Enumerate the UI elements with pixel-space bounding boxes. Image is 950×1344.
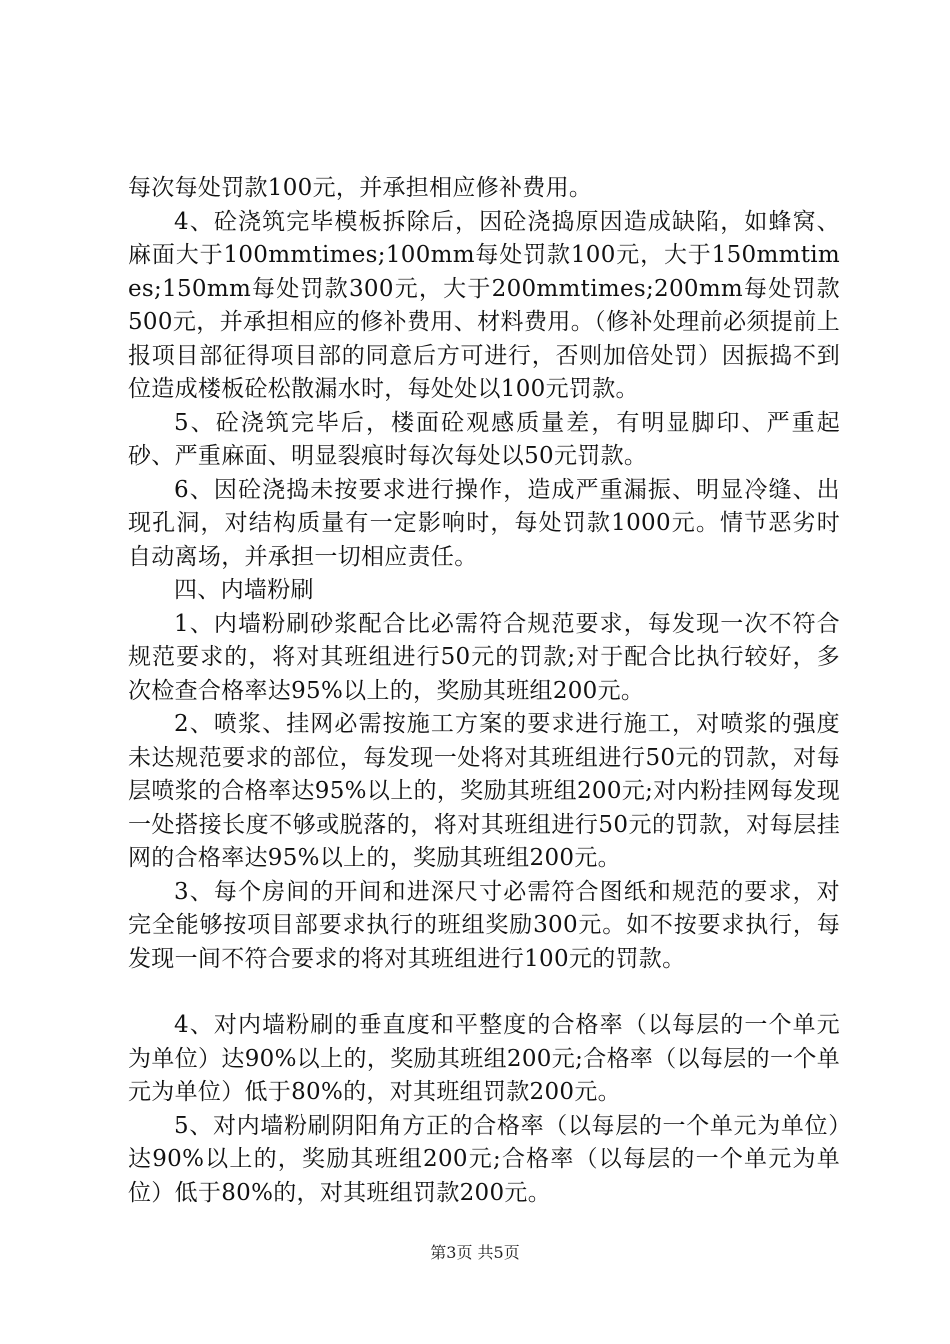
paragraph-plaster-item-2: 2、喷浆、挂网必需按施工方案的要求进行施工，对喷浆的强度未达规范要求的部位，每发现一处将对其班组进行50元的罚款，对每层喷浆的合格率达95%以上的，奖励其班组200元;对内粉挂网每发现一处搭接长度不够或脱落的，将对其班组进行50元的罚款，对每层挂网的合格率达95%以上的，奖励其班组200元。 [128, 711, 840, 871]
paragraph-item-4-defects: 4、砼浇筑完毕模板拆除后，因砼浇捣原因造成缺陷，如蜂窝、麻面大于100mmtimes;100mm每处罚款100元，大于150mmtimes;150mm每处罚款300元，大于200mmtimes;200mm每处罚款500元，并承担相应的修补费用、材料费用。（修补处理前必须提前上报项目部征得项目部的同意后方可进行，否则加倍处罚）因振捣不到位造成楼板砼松散漏水时，每处处以100元罚款。 [128, 208, 840, 402]
paragraph-plaster-item-1: 1、内墙粉刷砂浆配合比必需符合规范要求，每发现一次不符合规范要求的，将对其班组进行50元的罚款;对于配合比执行较好，多次检查合格率达95%以上的，奖励其班组200元。 [128, 610, 840, 704]
page-footer: 第3页 共5页 [430, 1243, 520, 1262]
paragraph-continuation: 每次每处罚款100元，并承担相应修补费用。 [128, 175, 593, 201]
paragraph-plaster-item-3: 3、每个房间的开间和进深尺寸必需符合图纸和规范的要求，对完全能够按项目部要求执行的班组奖励300元。如不按要求执行，每发现一间不符合要求的将对其班组进行100元的罚款。 [128, 878, 840, 972]
paragraph-item-5-surface-quality: 5、砼浇筑完毕后，楼面砼观感质量差，有明显脚印、严重起砂、严重麻面、明显裂痕时每次每处以50元罚款。 [128, 409, 840, 469]
paragraph-item-6-vibration: 6、因砼浇捣未按要求进行操作，造成严重漏振、明显冷缝、出现孔洞，对结构质量有一定影响时，每处罚款1000元。情节恶劣时自动离场，并承担一切相应责任。 [128, 476, 840, 570]
document-body [128, 172, 840, 1210]
paragraph-plaster-item-5: 5、对内墙粉刷阴阳角方正的合格率（以每层的一个单元为单位）达90%以上的，奖励其班组200元;合格率（以每层的一个单元为单位）低于80%的，对其班组罚款200元。 [128, 1112, 840, 1206]
paragraph-plaster-item-4: 4、对内墙粉刷的垂直度和平整度的合格率（以每层的一个单元为单位）达90%以上的，奖励其班组200元;合格率（以每层的一个单元为单位）低于80%的，对其班组罚款200元。 [128, 1012, 840, 1105]
section-heading-interior-plastering: 四、内墙粉刷 [174, 577, 314, 603]
